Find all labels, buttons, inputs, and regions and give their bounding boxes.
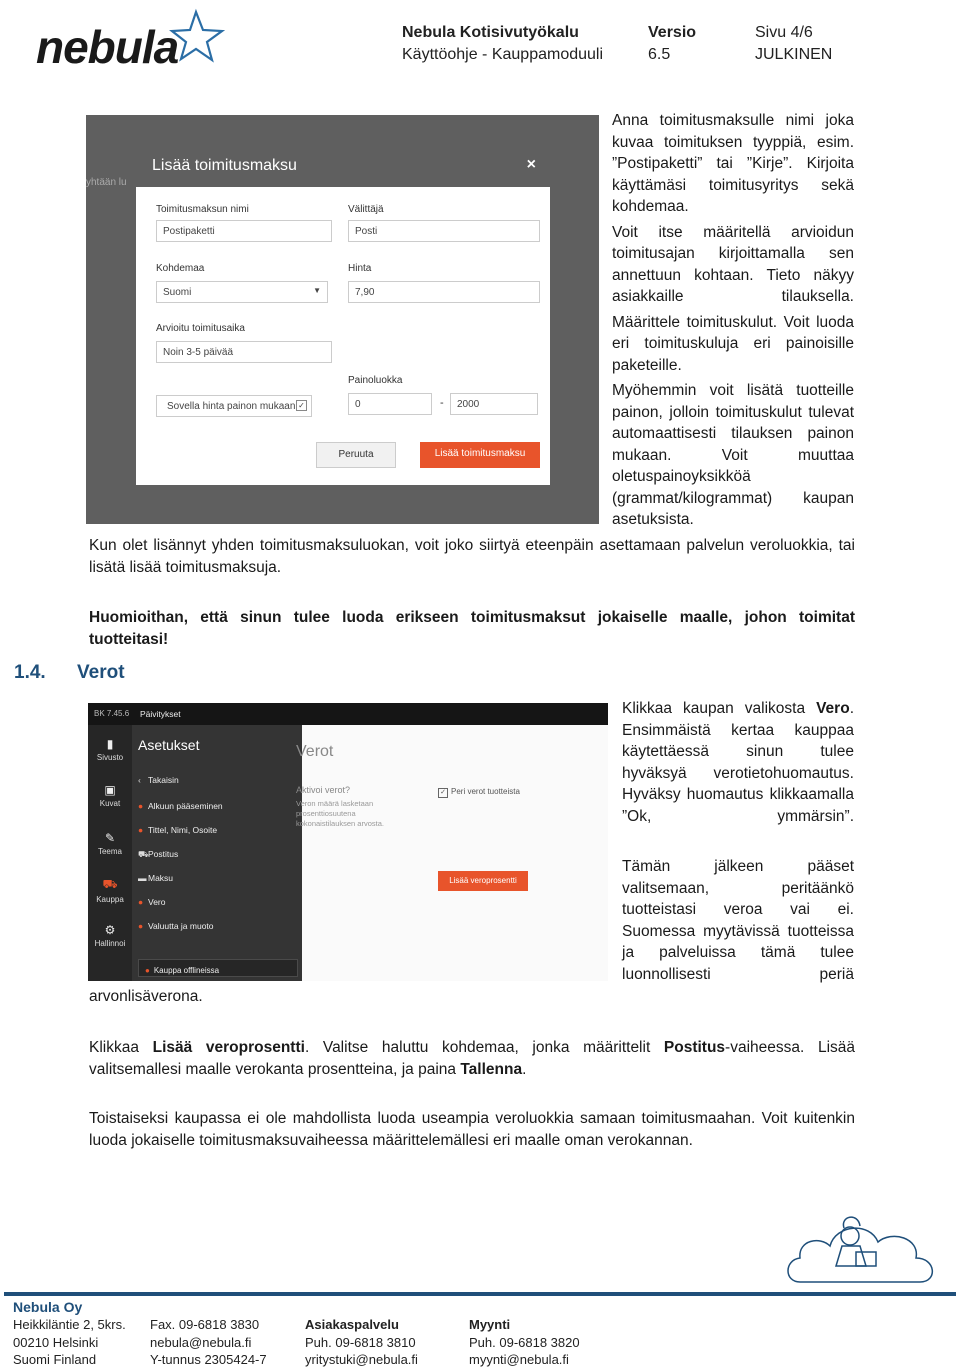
carrier-label: Välittäjä — [348, 204, 384, 215]
settings-menu — [132, 725, 302, 981]
sidebar-item-images[interactable] — [88, 783, 132, 808]
menu-item-tax-label: Vero — [148, 897, 166, 907]
sidebar-item-shop[interactable] — [88, 877, 132, 904]
add-shipping-modal — [136, 145, 550, 485]
shop-offline-label: Kauppa offlineissa — [153, 966, 220, 975]
sidebar-item-theme-label: Teema — [97, 847, 122, 856]
instruction-time: Voit itse määritellä arvioidun toimitusajan kirjoittamalla sen annettuun kohtaan. Tieto näkyy asiakkaille tilauksella. — [612, 223, 854, 305]
apply-weight-checkbox[interactable] — [156, 395, 312, 417]
settings-title: Asetukset — [138, 737, 200, 753]
sidebar-item-theme[interactable] — [88, 831, 132, 856]
paragraph-after-dialog: Kun olet lisännyt yhden toimitusmaksuluokan, voit joko siirtyä eteenpäin asettamaan palvelun veroluokkia, tai lisätä lisää toimitusmaksuja. — [89, 537, 855, 576]
section-title: Verot — [77, 662, 125, 683]
menu-item-shipping-label: Postitus — [148, 849, 179, 859]
footer-support-phone: Puh. 09-6818 3810 — [305, 1334, 416, 1350]
footer-street: Heikkiläntie 2, 5krs. — [13, 1317, 126, 1332]
header-version-label: Versio — [648, 24, 697, 41]
tax-instruction-1: Klikkaa kaupan valikosta Vero. Ensimmäistä kertaa kauppaa käytettäessä sinun tulee hyväksyä verotietohuomautus. Hyväksy huomautus klikkaamalla ”Ok, ymmärsin”. — [622, 700, 854, 825]
sidebar-item-manage-label: Hallinnoi — [94, 939, 126, 948]
footer-company: Nebula Oy — [13, 1299, 83, 1315]
sidebar-item-site[interactable] — [88, 737, 132, 762]
menu-item-getting-started-label: Alkuun pääseminen — [148, 801, 223, 811]
tax-instructions — [622, 698, 854, 985]
modal-title: Lisää toimitusmaksu — [152, 157, 297, 174]
weight-separator: - — [440, 397, 444, 409]
footer-email[interactable]: nebula@nebula.fi — [150, 1334, 252, 1350]
site-icon: ▮ — [106, 737, 114, 751]
admin-topbar — [88, 703, 608, 725]
menu-item-currency-label: Valuutta ja muoto — [148, 921, 214, 931]
close-icon[interactable]: × — [526, 156, 536, 173]
weight-class-label: Painoluokka — [348, 375, 403, 386]
admin-version: BK 7.45.6 — [94, 709, 130, 718]
target-country-select[interactable] — [156, 281, 328, 303]
offline-dot-icon: ● — [145, 966, 150, 975]
footer-address — [13, 1316, 126, 1369]
updates-menu[interactable]: Päivitykset — [140, 709, 181, 719]
name-input[interactable]: Postipaketti — [156, 220, 332, 242]
chevron-down-icon: ▼ — [313, 286, 321, 295]
footer-city: 00210 Helsinki — [13, 1334, 99, 1350]
sidebar-item-site-label: Sivusto — [96, 753, 124, 762]
footer-divider — [4, 1292, 956, 1296]
footer-support-title: Asiakaspalvelu — [305, 1317, 399, 1332]
add-shipping-button[interactable]: Lisää toimitusmaksu — [420, 442, 540, 468]
menu-item-tax[interactable] — [138, 897, 166, 907]
tax-settings-screenshot — [88, 703, 608, 981]
bullet-icon: ● — [138, 801, 144, 811]
bullet-icon: ● — [138, 897, 144, 907]
carrier-input[interactable]: Posti — [348, 220, 540, 242]
menu-item-title-name-address[interactable] — [138, 825, 217, 835]
header-app-name: Nebula Kotisivutyökalu — [402, 24, 579, 41]
footer-country: Suomi Finland — [13, 1352, 97, 1367]
menu-item-currency[interactable] — [138, 921, 214, 931]
menu-item-payment[interactable] — [138, 873, 173, 883]
target-country-label: Kohdemaa — [156, 263, 205, 274]
dialog-instructions — [612, 110, 854, 531]
checkmark-icon: ✓ — [438, 788, 448, 798]
activate-tax-description: Veron määrä lasketaan prosenttiosuutena kokonaistilauksen arvosta. — [296, 799, 384, 828]
sidebar-item-images-label: Kuvat — [99, 799, 121, 808]
chevron-left-icon: ‹ — [138, 775, 141, 785]
section-number: 1.4. — [14, 662, 46, 683]
price-label: Hinta — [348, 263, 372, 274]
cloud-mascot-icon — [780, 1186, 950, 1290]
nebula-logo — [36, 6, 246, 73]
tax-limitation-paragraph: Toistaiseksi kaupassa ei ole mahdollista luoda useampia veroluokkia samaan toimitusmaahan. Voit kuitenkin luoda jokaiselle toimitusmaksuvaiheessa määrittelemällesi eri maalle oman verokannan. — [89, 1110, 855, 1149]
name-label: Toimitusmaksun nimi — [156, 204, 249, 215]
apply-weight-label: Sovella hinta painon mukaan — [167, 401, 296, 412]
price-input[interactable]: 7,90 — [348, 281, 540, 303]
charge-tax-label: Peri verot tuotteista — [451, 787, 520, 796]
weight-max-input[interactable]: 2000 — [450, 393, 538, 415]
footer-support — [305, 1316, 418, 1369]
footer-fax: Fax. 09-6818 3830 — [150, 1317, 260, 1332]
footer-contact — [150, 1316, 267, 1369]
weight-min-input[interactable]: 0 — [348, 393, 432, 415]
menu-item-payment-label: Maksu — [148, 873, 174, 883]
header-doc-name: Käyttöohje - Kauppamoduuli — [402, 46, 604, 63]
instruction-weight: Myöhemmin voit lisätä tuotteille painon, jolloin toimituskulut tulevat automaattisesti tilauksen painon mukaan. Voit muuttaa oletuspainoyksikköä (grammat/kilogrammat) kaupan asetuksista. — [612, 382, 854, 528]
tax-instruction-2: Tämän jälkeen pääset valitsemaan, peritäänkö tuotteistasi veroa vai ei. Suomessa myytävissä tuotteissa ja palveluissa tämä tulee luonnollisesti periä — [622, 858, 854, 983]
menu-item-title-label: Tittel, Nimi, Osoite — [148, 825, 218, 835]
menu-item-back[interactable] — [138, 775, 179, 785]
tax-instruction-tail: arvonlisäverona. — [89, 988, 203, 1005]
header-page-number: Sivu 4/6 — [755, 24, 813, 41]
add-tax-rate-button[interactable]: Lisää veroprosentti — [438, 871, 528, 891]
gear-icon: ⚙ — [104, 923, 116, 937]
delivery-time-label: Arvioitu toimitusaika — [156, 323, 245, 334]
footer-support-email[interactable]: yritystuki@nebula.fi — [305, 1352, 418, 1367]
shop-offline-status[interactable] — [138, 959, 298, 977]
modal-header — [136, 145, 550, 187]
bullet-icon: ● — [138, 825, 144, 835]
background-text: yhtään lu — [86, 177, 127, 188]
sidebar-item-shop-label: Kauppa — [96, 895, 124, 904]
truck-icon: ⛟ — [138, 849, 149, 859]
menu-item-getting-started[interactable] — [138, 801, 223, 811]
card-icon: ▬ — [138, 873, 147, 883]
footer-sales-email[interactable]: myynti@nebula.fi — [469, 1352, 569, 1367]
bold-notice: Huomioithan, että sinun tulee luoda erikseen toimitusmaksut jokaiselle maalle, johon toimitat tuotteitasi! — [89, 609, 855, 648]
activate-tax-question: Aktivoi verot? — [296, 785, 351, 795]
bullet-icon: ● — [138, 921, 144, 931]
footer-business-id: Y-tunnus 2305424-7 — [150, 1352, 267, 1367]
footer-sales — [469, 1316, 580, 1369]
footer-sales-phone: Puh. 09-6818 3820 — [469, 1334, 580, 1350]
cart-icon: ⛟ — [102, 877, 118, 891]
add-tax-rate-paragraph: Klikkaa Lisää veroprosentti. Valitse haluttu kohdemaa, jonka määrittelit Postitus-vaiheessa. Lisää valitsemallesi maalle verokanta prosentteina, ja paina Tallenna. — [89, 1039, 855, 1078]
instruction-costs: Määrittele toimituskulut. Voit luoda eri toimituskuluja eri painoisille paketeille. — [612, 313, 854, 374]
target-country-value: Suomi — [163, 287, 192, 298]
charge-tax-checkbox[interactable] — [438, 787, 520, 798]
logo-text: nebula — [36, 21, 179, 73]
header-classification: JULKINEN — [755, 46, 833, 63]
menu-item-back-label: Takaisin — [148, 775, 179, 785]
cancel-button[interactable]: Peruuta — [316, 442, 396, 468]
image-icon: ▣ — [104, 783, 116, 797]
sidebar-item-manage[interactable] — [88, 923, 132, 948]
delivery-time-input[interactable]: Noin 3-5 päivää — [156, 341, 332, 363]
footer-sales-title: Myynti — [469, 1317, 511, 1332]
brush-icon: ✎ — [104, 831, 116, 845]
tax-content-title: Verot — [296, 743, 334, 760]
admin-icon-sidebar — [88, 725, 132, 981]
checkmark-icon: ✓ — [296, 400, 307, 411]
shipping-dialog-screenshot — [86, 115, 599, 524]
menu-item-shipping[interactable] — [138, 849, 178, 861]
header-version-value: 6.5 — [648, 46, 671, 63]
instruction-name: Anna toimitusmaksulle nimi joka kuvaa toimituksen tyyppiä, esim. ”Postipaketti” tai ”Kirje”. Kirjoita käyttämäsi toimitusyritys sekä kohdemaa. — [612, 112, 854, 215]
